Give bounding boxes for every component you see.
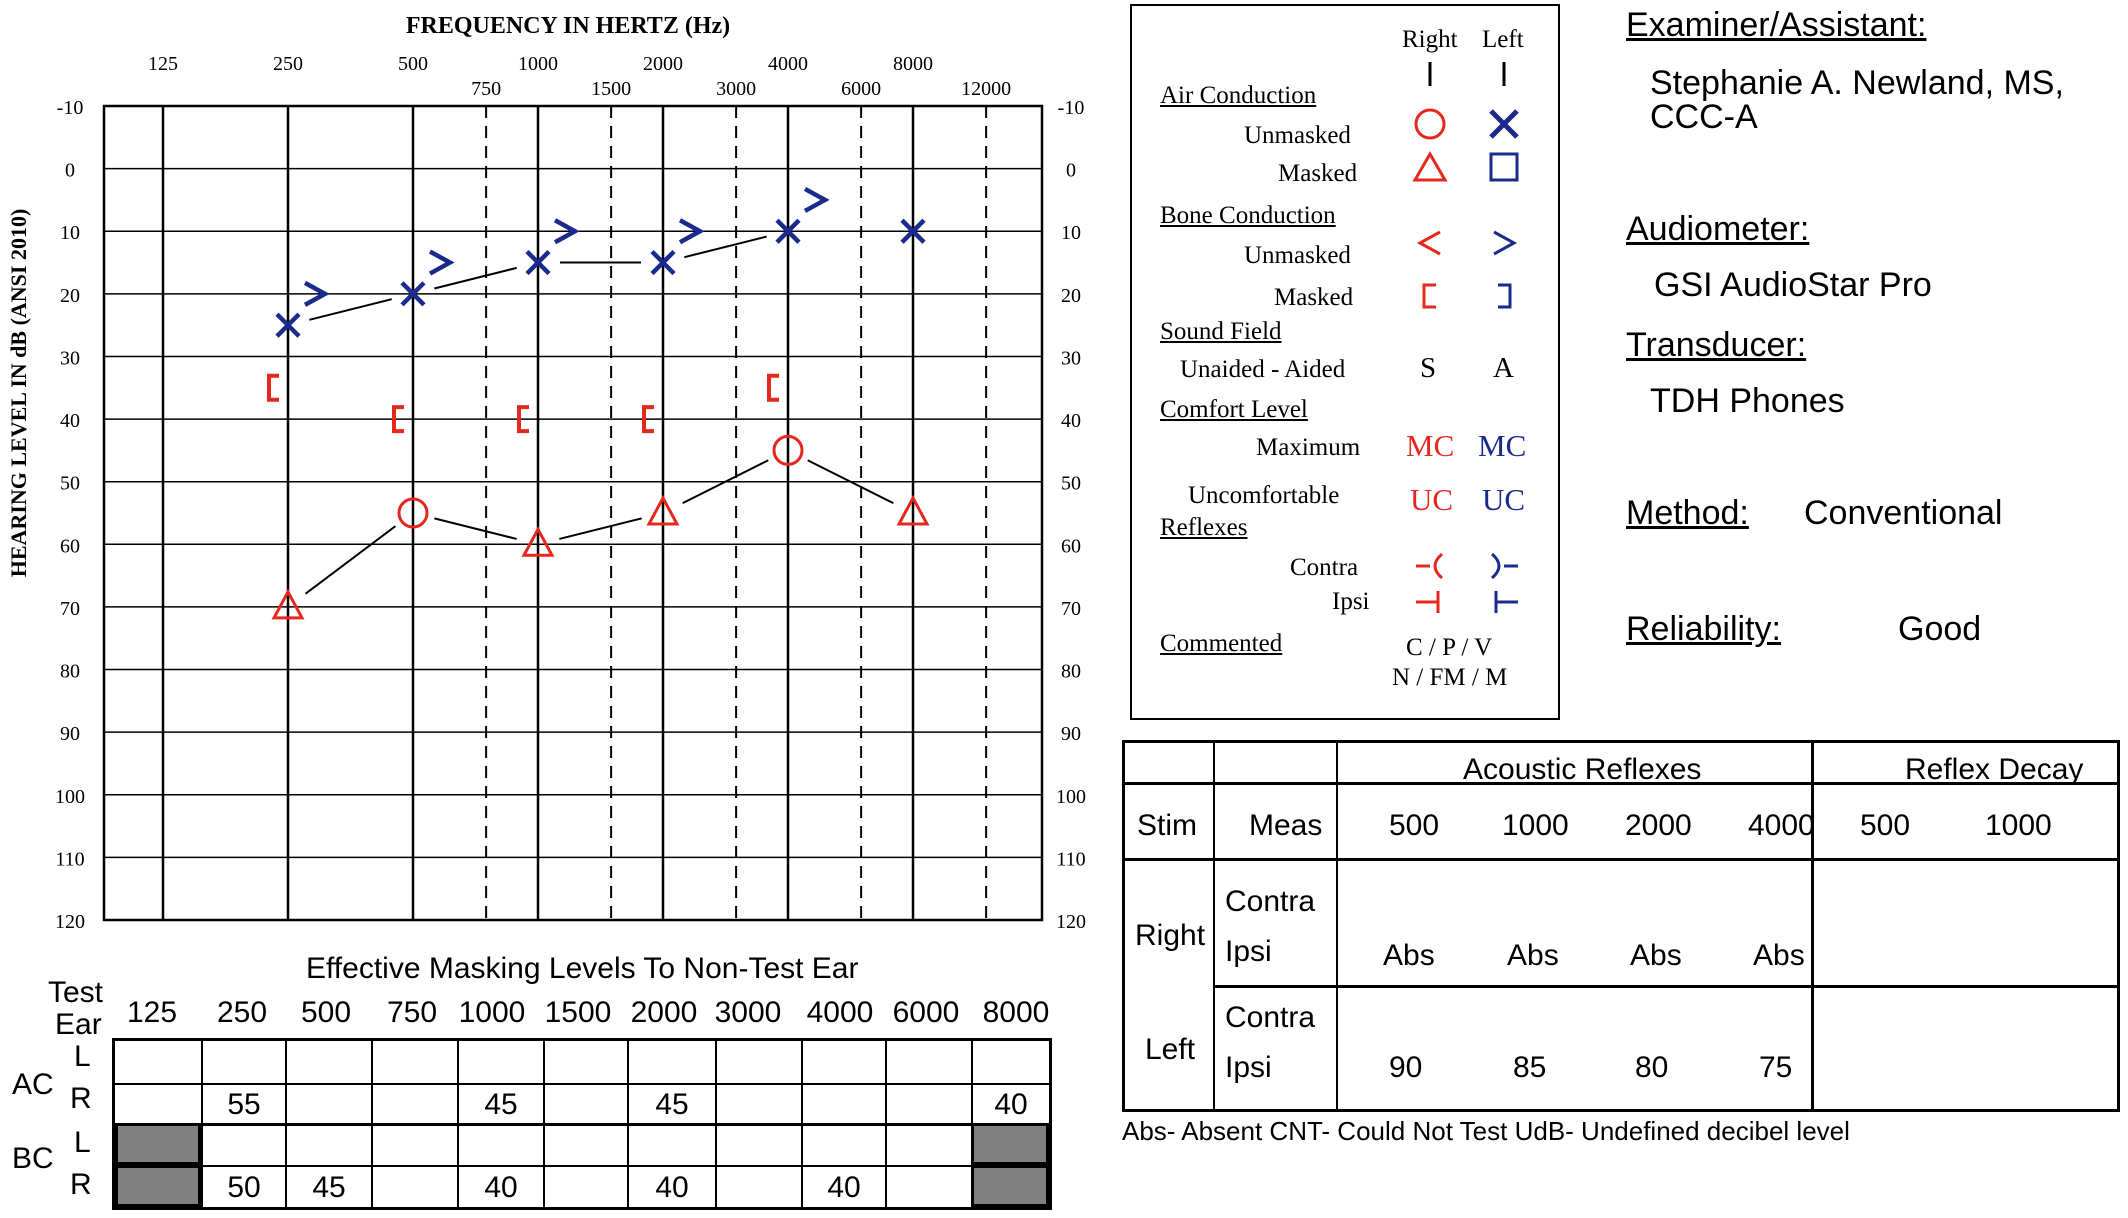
masking-cell [285,1083,371,1123]
legend-uc-right: UC [1410,482,1454,517]
masking-cell [885,1165,971,1207]
y-tick-label-right: 0 [1066,159,1076,182]
legend-reflexes: Reflexes [1160,514,1248,541]
x-tick-label: 2000 [643,53,683,75]
y-tick-label-right: 20 [1061,284,1081,307]
left-ac-connector [684,237,766,258]
masking-cell [371,1165,457,1207]
ar-freq-500: 500 [1389,809,1440,842]
legend-sound-field: Sound Field [1160,318,1282,345]
legend-bc-masked: Masked [1274,284,1354,311]
y-tick-label: 120 [55,911,85,933]
chart-title: FREQUENCY IN HERTZ (Hz) [405,13,731,39]
x-tick-label: 1000 [518,53,558,75]
masking-section [0,950,1060,1218]
meas-header: Meas [1249,809,1323,842]
masking-freq-label: 4000 [806,996,874,1029]
left-contra-label: Contra [1225,1001,1316,1034]
masking-cell: 50 [201,1165,285,1207]
transducer-value: TDH Phones [1650,382,1845,420]
masking-freq-label: 125 [126,996,178,1029]
right-ipsi-label: Ipsi [1225,935,1272,968]
masking-cell [371,1041,457,1083]
bc-l-label: L [74,1126,91,1159]
left-ipsi-4000: 75 [1759,1051,1793,1084]
bc-left-point [805,189,825,211]
masking-cell [371,1123,457,1165]
masking-cell [285,1123,371,1165]
bc-right-masked-symbol [1424,285,1436,307]
y-tick-label-right: 110 [1056,848,1086,871]
y-tick-label-right: 40 [1061,410,1081,433]
masking-cell [971,1123,1049,1165]
masking-freq-label: 750 [386,996,438,1029]
reflex-ipsi-left-symbol [1496,591,1518,613]
right-ipsi-500: Abs [1383,939,1435,972]
ac-right-unmasked-symbol [1416,110,1444,138]
method-label: Method: [1626,494,1749,532]
chart-marks [269,189,927,618]
legend-mc-right: MC [1406,428,1455,463]
masking-cell [115,1123,201,1165]
y-tick-label: 50 [60,472,80,495]
masking-table [112,1038,1052,1210]
y-tick-label: 70 [60,597,80,620]
reflex-contra-right-symbol [1416,554,1442,578]
legend-left-header: Left [1482,26,1524,53]
legend-right-header: Right [1402,26,1458,53]
y-tick-label-right: 10 [1061,222,1081,245]
left-ipsi-1000: 85 [1513,1051,1547,1084]
legend-nfmm: N / FM / M [1392,664,1508,691]
masking-cell [715,1123,801,1165]
masking-cell: 40 [457,1165,543,1207]
legend-ipsi: Ipsi [1332,588,1370,615]
reflex-decay-header: Reflex Decay [1905,753,2084,786]
bc-right-masked-point [769,376,779,400]
masking-cell [457,1123,543,1165]
masking-cell [115,1165,201,1207]
masking-cell [801,1083,885,1123]
legend-ac-masked: Masked [1278,160,1358,187]
x-tick-label-mid: 750 [471,78,502,100]
acoustic-reflex-table [1122,740,2120,1112]
chart-ticks [55,53,1086,933]
masking-cell [971,1041,1049,1083]
legend-air-conduction: Air Conduction [1160,82,1317,109]
ar-freq-4000: 4000 [1748,809,1815,842]
masking-cell [543,1083,627,1123]
y-tick-label: 40 [60,410,80,433]
reliability-value: Good [1898,610,1982,648]
masking-cell [715,1041,801,1083]
right-ac-connector [434,518,516,539]
legend-sf-aided: A [1493,352,1514,384]
masking-cell [801,1041,885,1083]
masking-cell [115,1041,201,1083]
x-tick-label: 500 [398,53,428,75]
acoustic-reflexes-header: Acoustic Reflexes [1463,753,1702,786]
left-stim-label: Left [1145,1033,1196,1066]
masking-cell: 40 [971,1083,1049,1123]
masking-cell [627,1041,715,1083]
masking-cell [201,1123,285,1165]
y-tick-label: 10 [60,222,80,245]
legend-comfort-level: Comfort Level [1160,396,1308,423]
y-tick-label-right: 120 [1056,911,1086,933]
legend-ac-unmasked: Unmasked [1244,122,1351,149]
y-tick-label-right: 50 [1061,472,1081,495]
y-tick-label: 110 [55,848,85,871]
masking-freq-label: 500 [300,996,352,1029]
bc-r-label: R [70,1168,92,1201]
masking-freq-label: 250 [216,996,268,1029]
y-tick-label-right: 100 [1056,785,1086,808]
y-tick-label-right: 60 [1061,535,1081,558]
masking-cell [543,1123,627,1165]
legend-contra: Contra [1290,554,1359,581]
ac-label: AC [12,1068,54,1101]
y-tick-label: -10 [56,97,84,119]
legend-bc-unmasked: Unmasked [1244,242,1351,269]
masking-cell [885,1041,971,1083]
x-tick-label-mid: 12000 [961,78,1012,100]
ac-left-masked-symbol [1491,154,1517,180]
reliability-label: Reliability: [1626,610,1781,648]
audiogram-chart [0,0,1100,940]
left-ac-connector [434,268,516,289]
right-ac-connector [559,518,641,539]
y-tick-label: 30 [60,347,80,370]
masking-cell [201,1041,285,1083]
bc-left-masked-symbol [1498,285,1510,307]
ac-right-masked-symbol [1415,154,1445,180]
right-ac-connector [306,526,396,593]
examiner-label: Examiner/Assistant: [1626,6,1927,44]
y-tick-label: 100 [55,785,85,808]
y-tick-label-right: 80 [1061,660,1081,683]
stim-header: Stim [1137,809,1197,842]
bc-right-masked-point [269,376,279,400]
legend-mc-left: MC [1478,428,1527,463]
test-ear-label: Ear [55,1008,102,1041]
masking-cell [715,1165,801,1207]
test-ear-label: Test [48,976,104,1009]
legend-commented: Commented [1160,630,1283,657]
x-tick-label: 250 [273,53,303,75]
y-tick-label: 20 [60,284,80,307]
masking-cell [115,1083,201,1123]
masking-freq-label: 1000 [458,996,526,1029]
ac-l-label: L [74,1040,91,1073]
test-info [1626,0,2126,700]
left-ipsi-500: 90 [1389,1051,1423,1084]
masking-cell: 45 [627,1083,715,1123]
x-tick-label-mid: 1500 [591,78,632,100]
y-tick-label: 0 [65,159,75,182]
masking-cell [543,1041,627,1083]
x-tick-label-mid: 6000 [841,78,882,100]
y-tick-label: 80 [60,660,80,683]
masking-cell [543,1165,627,1207]
legend-maximum: Maximum [1256,434,1361,461]
masking-cell [715,1083,801,1123]
masking-cell [885,1123,971,1165]
ac-r-label: R [70,1082,92,1115]
right-stim-label: Right [1135,919,1206,952]
audiometer-label: Audiometer: [1626,210,1810,248]
masking-cell: 45 [457,1083,543,1123]
method-value: Conventional [1804,494,2003,532]
rd-freq-1000: 1000 [1985,809,2052,842]
x-tick-label: 8000 [893,53,933,75]
masking-cell [971,1165,1049,1207]
legend-uncomfortable: Uncomfortable [1188,482,1340,509]
masking-cell [285,1041,371,1083]
masking-freq-label: 8000 [982,996,1050,1029]
bc-label: BC [12,1142,54,1175]
masking-cell: 45 [285,1165,371,1207]
masking-cell: 55 [201,1083,285,1123]
bc-left-point [430,252,450,274]
audiometer-value: GSI AudioStar Pro [1654,266,1932,304]
right-ipsi-1000: Abs [1507,939,1559,972]
reflex-contra-left-symbol [1492,554,1518,578]
right-ipsi-2000: Abs [1630,939,1682,972]
legend-sf-unaided: S [1420,352,1437,384]
y-tick-label: 60 [60,535,80,558]
reflex-footnote: Abs- Absent CNT- Could Not Test UdB- Undefined decibel level [1122,1116,1850,1146]
masking-cell [801,1123,885,1165]
masking-cell [885,1083,971,1123]
y-tick-label-right: -10 [1057,97,1085,119]
masking-cell [457,1041,543,1083]
left-ac-connector [309,299,391,320]
transducer-label: Transducer: [1626,326,1807,364]
masking-cell [627,1123,715,1165]
masking-title: Effective Masking Levels To Non-Test Ear [306,952,859,985]
y-tick-label-right: 70 [1061,597,1081,620]
masking-cell [371,1083,457,1123]
rd-freq-500: 500 [1860,809,1911,842]
examiner-credential: CCC-A [1650,98,1758,136]
reflex-ipsi-right-symbol [1416,591,1438,613]
right-contra-label: Contra [1225,885,1316,918]
ac-left-unmasked-symbol [1491,111,1517,137]
y-axis-label: HEARING LEVEL IN dB (ANSI 2010) [6,208,31,578]
bc-left-unmasked-symbol [1494,232,1514,254]
legend-unaided-aided: Unaided - Aided [1180,356,1346,383]
masking-cell: 40 [801,1165,885,1207]
masking-freq-label: 1500 [544,996,612,1029]
right-ipsi-4000: Abs [1753,939,1805,972]
legend-bone-conduction: Bone Conduction [1160,202,1336,229]
x-tick-label: 125 [148,53,178,75]
x-tick-label-mid: 3000 [716,78,757,100]
y-tick-label: 90 [60,723,80,746]
masking-freq-label: 6000 [892,996,960,1029]
legend-cpv: C / P / V [1406,634,1493,661]
bc-right-unmasked-symbol [1420,232,1440,254]
masking-freq-label: 3000 [714,996,782,1029]
masking-cell: 40 [627,1165,715,1207]
masking-freq-label: 2000 [630,996,698,1029]
ar-freq-1000: 1000 [1502,809,1569,842]
left-ipsi-2000: 80 [1635,1051,1669,1084]
symbol-legend [1130,4,1560,720]
legend-uc-left: UC [1482,482,1526,517]
y-tick-label-right: 30 [1061,347,1081,370]
y-tick-label-right: 90 [1061,723,1081,746]
left-ipsi-label: Ipsi [1225,1051,1272,1084]
ar-freq-2000: 2000 [1625,809,1692,842]
x-tick-label: 4000 [768,53,808,75]
examiner-name: Stephanie A. Newland, MS, [1650,64,2064,102]
